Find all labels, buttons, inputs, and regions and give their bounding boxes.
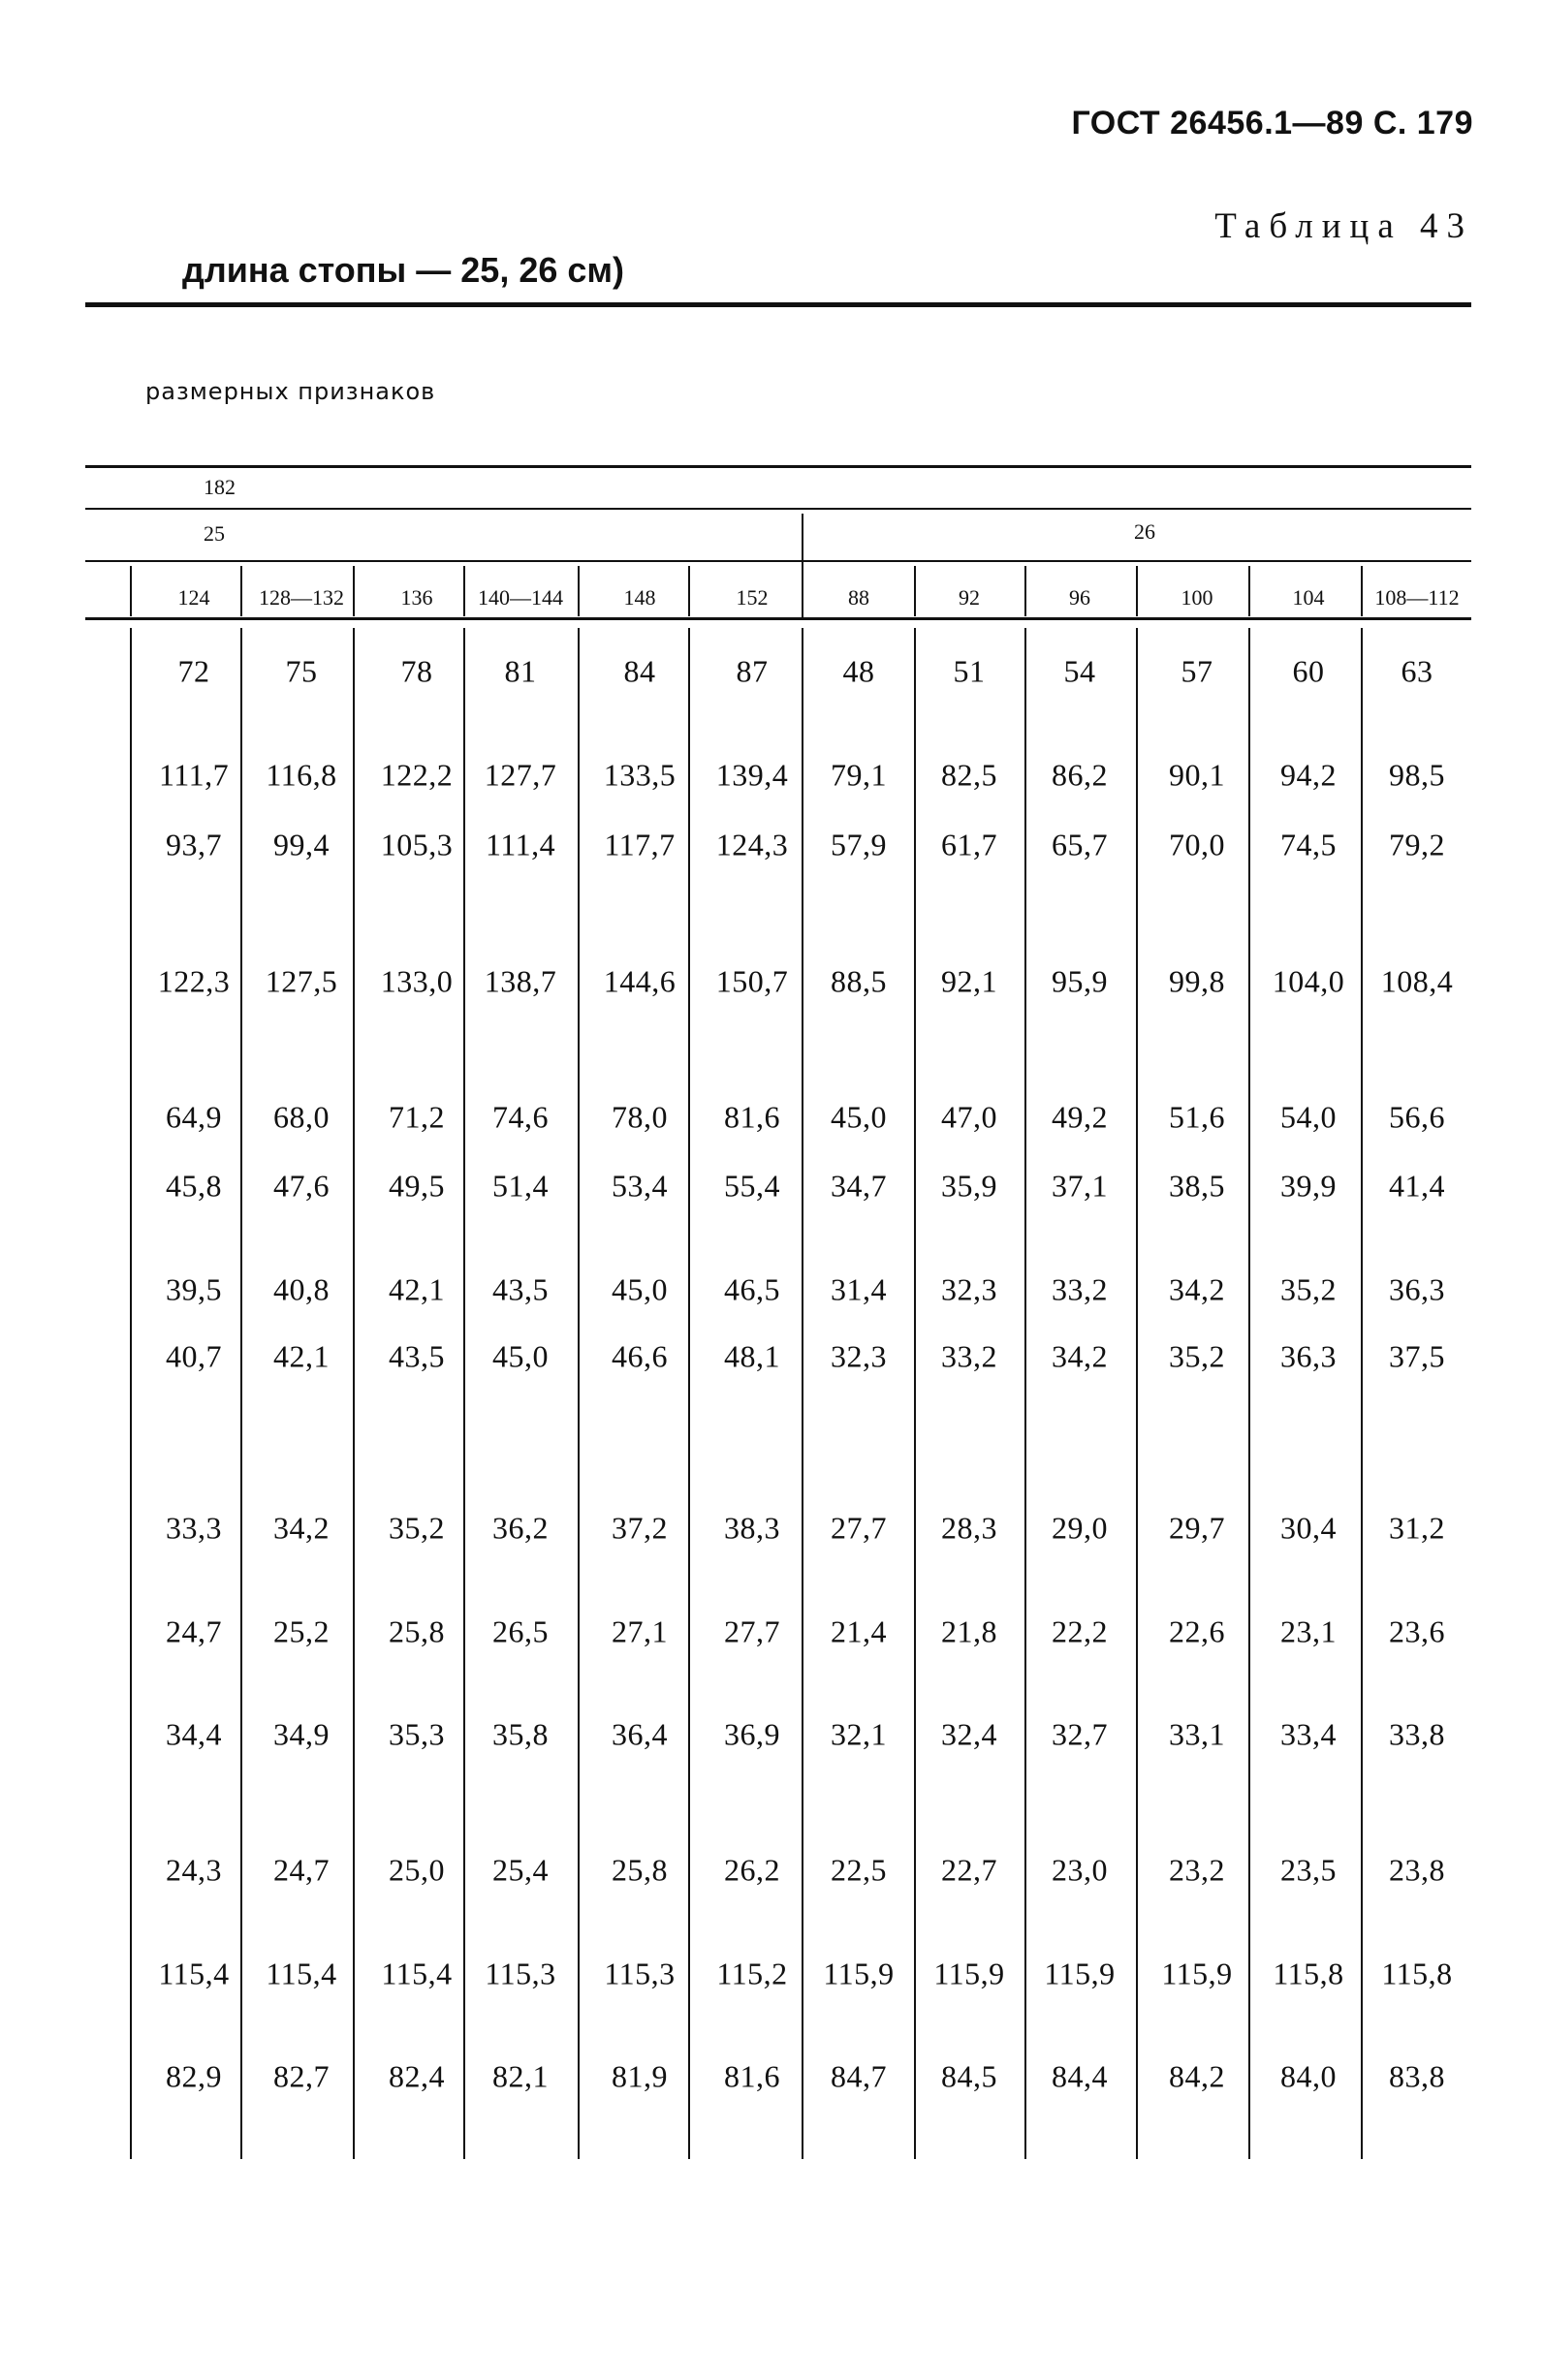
table-cell: 95,9 <box>1052 963 1108 999</box>
table-cell: 23,8 <box>1389 1852 1445 1888</box>
table-cell: 21,4 <box>831 1613 887 1649</box>
column-header-divider <box>1024 566 1026 616</box>
column-body-divider <box>1361 628 1363 2159</box>
table-cell: 82,9 <box>166 2058 222 2094</box>
table-cell: 139,4 <box>715 757 789 793</box>
table-cell: 33,1 <box>1169 1716 1225 1752</box>
table-cell: 46,6 <box>612 1338 668 1374</box>
table-cell: 98,5 <box>1389 757 1445 793</box>
table-cell: 55,4 <box>724 1168 780 1204</box>
table-cell: 86,2 <box>1052 757 1108 793</box>
table-cell: 64,9 <box>166 1099 222 1135</box>
table-cell: 70,0 <box>1169 827 1225 862</box>
table-subtitle: длина стопы — 25, 26 см) <box>182 250 625 290</box>
table-cell: 38,3 <box>724 1510 780 1546</box>
table-cell: 81,6 <box>724 2058 780 2094</box>
column-header-12: 108—112 <box>1374 585 1460 610</box>
table-cell: 88,5 <box>831 963 887 999</box>
column-body-divider <box>1248 628 1250 2159</box>
table-cell: 133,5 <box>603 757 677 793</box>
table-cell: 45,0 <box>831 1099 887 1135</box>
table-cell: 127,5 <box>265 963 338 999</box>
table-cell: 105,3 <box>380 827 454 862</box>
table-cell: 32,1 <box>831 1716 887 1752</box>
table-cell: 39,5 <box>166 1271 222 1307</box>
table-cell: 79,2 <box>1389 827 1445 862</box>
column-header-divider <box>914 566 916 616</box>
title-rule <box>85 302 1471 307</box>
table-cell: 115,3 <box>485 1956 556 1991</box>
table-cell: 53,4 <box>612 1168 668 1204</box>
height-group-label: 182 <box>204 475 236 499</box>
table-cell: 25,8 <box>612 1852 668 1888</box>
column-header-divider <box>578 566 580 616</box>
table-cell: 60 <box>1292 653 1325 689</box>
table-cell: 36,3 <box>1389 1271 1445 1307</box>
table-cell: 51,4 <box>492 1168 549 1204</box>
table-cell: 127,7 <box>484 757 557 793</box>
table-cell: 35,2 <box>389 1510 445 1546</box>
column-header-divider <box>353 566 355 616</box>
table-cell: 45,8 <box>166 1168 222 1204</box>
table-cell: 35,8 <box>492 1716 549 1752</box>
header-rule-height <box>85 508 1471 510</box>
table-cell: 75 <box>285 653 318 689</box>
table-cell: 24,3 <box>166 1852 222 1888</box>
column-header-11: 104 <box>1292 585 1325 610</box>
table-cell: 35,2 <box>1280 1271 1337 1307</box>
table-cell: 115,9 <box>1161 1956 1233 1991</box>
table-cell: 43,5 <box>389 1338 445 1374</box>
table-cell: 57,9 <box>831 827 887 862</box>
table-cell: 37,2 <box>612 1510 668 1546</box>
table-cell: 150,7 <box>715 963 789 999</box>
table-cell: 38,5 <box>1169 1168 1225 1204</box>
column-body-divider <box>1136 628 1138 2159</box>
table-cell: 81 <box>504 653 537 689</box>
table-cell: 31,2 <box>1389 1510 1445 1546</box>
column-body-divider <box>578 628 580 2159</box>
table-cell: 115,9 <box>933 1956 1005 1991</box>
column-body-divider <box>353 628 355 2159</box>
table-cell: 84,4 <box>1052 2058 1108 2094</box>
section-label: размерных признаков <box>145 378 436 405</box>
table-cell: 104,0 <box>1272 963 1345 999</box>
column-header-divider <box>1361 566 1363 616</box>
table-cell: 78,0 <box>612 1099 668 1135</box>
table-cell: 23,1 <box>1280 1613 1337 1649</box>
table-cell: 25,8 <box>389 1613 445 1649</box>
table-cell: 122,2 <box>380 757 454 793</box>
table-cell: 115,3 <box>604 1956 676 1991</box>
table-cell: 37,5 <box>1389 1338 1445 1374</box>
table-cell: 108,4 <box>1380 963 1454 999</box>
column-body-divider <box>240 628 242 2159</box>
table-cell: 54 <box>1063 653 1096 689</box>
table-cell: 78 <box>400 653 433 689</box>
table-cell: 21,8 <box>941 1613 997 1649</box>
table-cell: 42,1 <box>389 1271 445 1307</box>
column-header-divider <box>802 566 803 616</box>
table-cell: 32,3 <box>941 1271 997 1307</box>
table-cell: 90,1 <box>1169 757 1225 793</box>
table-cell: 61,7 <box>941 827 997 862</box>
table-cell: 74,5 <box>1280 827 1337 862</box>
table-cell: 34,2 <box>1052 1338 1108 1374</box>
table-cell: 33,2 <box>1052 1271 1108 1307</box>
table-cell: 22,2 <box>1052 1613 1108 1649</box>
table-cell: 115,9 <box>1044 1956 1116 1991</box>
table-cell: 22,5 <box>831 1852 887 1888</box>
table-cell: 115,8 <box>1273 1956 1344 1991</box>
table-cell: 74,6 <box>492 1099 549 1135</box>
table-cell: 23,2 <box>1169 1852 1225 1888</box>
table-cell: 99,4 <box>273 827 330 862</box>
header-rule-top <box>85 465 1471 468</box>
table-cell: 72 <box>177 653 210 689</box>
table-cell: 41,4 <box>1389 1168 1445 1204</box>
table-cell: 33,4 <box>1280 1716 1337 1752</box>
column-header-6: 152 <box>736 585 769 610</box>
table-cell: 46,5 <box>724 1271 780 1307</box>
column-body-divider <box>914 628 916 2159</box>
table-cell: 84,5 <box>941 2058 997 2094</box>
table-cell: 36,2 <box>492 1510 549 1546</box>
table-cell: 138,7 <box>484 963 557 999</box>
column-body-divider <box>688 628 690 2159</box>
column-header-4: 140—144 <box>478 585 563 610</box>
table-cell: 34,7 <box>831 1168 887 1204</box>
table-cell: 27,7 <box>831 1510 887 1546</box>
table-cell: 117,7 <box>604 827 676 862</box>
table-cell: 115,8 <box>1381 1956 1453 1991</box>
table-cell: 36,9 <box>724 1716 780 1752</box>
table-cell: 42,1 <box>273 1338 330 1374</box>
table-cell: 87 <box>736 653 769 689</box>
table-cell: 84 <box>623 653 656 689</box>
column-header-8: 92 <box>959 585 980 610</box>
table-cell: 40,7 <box>166 1338 222 1374</box>
table-cell: 115,4 <box>381 1956 453 1991</box>
table-cell: 40,8 <box>273 1271 330 1307</box>
column-body-divider <box>1024 628 1026 2159</box>
table-cell: 36,3 <box>1280 1338 1337 1374</box>
column-body-divider <box>130 628 132 2159</box>
column-header-7: 88 <box>848 585 869 610</box>
table-cell: 94,2 <box>1280 757 1337 793</box>
table-cell: 51,6 <box>1169 1099 1225 1135</box>
table-cell: 65,7 <box>1052 827 1108 862</box>
table-cell: 27,7 <box>724 1613 780 1649</box>
table-cell: 32,3 <box>831 1338 887 1374</box>
table-cell: 30,4 <box>1280 1510 1337 1546</box>
table-label: Таблица 43 <box>1214 206 1473 246</box>
table-cell: 84,7 <box>831 2058 887 2094</box>
column-body-divider <box>463 628 465 2159</box>
table-cell: 45,0 <box>492 1338 549 1374</box>
table-cell: 51 <box>953 653 986 689</box>
table-cell: 71,2 <box>389 1099 445 1135</box>
column-header-divider <box>463 566 465 616</box>
header-rule-size <box>85 617 1471 620</box>
table-cell: 124,3 <box>715 827 789 862</box>
table-cell: 35,9 <box>941 1168 997 1204</box>
table-cell: 25,0 <box>389 1852 445 1888</box>
column-header-5: 148 <box>623 585 656 610</box>
table-cell: 49,5 <box>389 1168 445 1204</box>
table-cell: 31,4 <box>831 1271 887 1307</box>
table-cell: 56,6 <box>1389 1099 1445 1135</box>
table-cell: 33,8 <box>1389 1716 1445 1752</box>
table-cell: 34,4 <box>166 1716 222 1752</box>
table-cell: 84,0 <box>1280 2058 1337 2094</box>
table-cell: 37,1 <box>1052 1168 1108 1204</box>
table-cell: 82,1 <box>492 2058 549 2094</box>
foot-length-group-a: 25 <box>204 521 225 546</box>
table-cell: 28,3 <box>941 1510 997 1546</box>
table-cell: 23,6 <box>1389 1613 1445 1649</box>
table-cell: 24,7 <box>166 1613 222 1649</box>
table-cell: 29,7 <box>1169 1510 1225 1546</box>
table-cell: 25,2 <box>273 1613 330 1649</box>
table-cell: 23,5 <box>1280 1852 1337 1888</box>
table-cell: 93,7 <box>166 827 222 862</box>
column-header-10: 100 <box>1181 585 1213 610</box>
table-cell: 82,7 <box>273 2058 330 2094</box>
column-header-3: 136 <box>400 585 433 610</box>
table-cell: 39,9 <box>1280 1168 1337 1204</box>
table-cell: 36,4 <box>612 1716 668 1752</box>
table-cell: 115,4 <box>158 1956 230 1991</box>
table-cell: 35,2 <box>1169 1338 1225 1374</box>
table-cell: 111,7 <box>158 757 230 793</box>
table-cell: 43,5 <box>492 1271 549 1307</box>
table-cell: 33,2 <box>941 1338 997 1374</box>
table-cell: 115,9 <box>823 1956 895 1991</box>
table-cell: 84,2 <box>1169 2058 1225 2094</box>
table-cell: 26,5 <box>492 1613 549 1649</box>
column-body-divider <box>802 628 803 2159</box>
column-header-divider <box>1136 566 1138 616</box>
table-cell: 24,7 <box>273 1852 330 1888</box>
table-cell: 144,6 <box>603 963 677 999</box>
table-cell: 68,0 <box>273 1099 330 1135</box>
column-header-9: 96 <box>1069 585 1090 610</box>
table-cell: 115,4 <box>266 1956 337 1991</box>
table-cell: 115,2 <box>716 1956 788 1991</box>
table-cell: 57 <box>1181 653 1213 689</box>
table-cell: 82,5 <box>941 757 997 793</box>
table-cell: 82,4 <box>389 2058 445 2094</box>
table-cell: 54,0 <box>1280 1099 1337 1135</box>
table-cell: 22,7 <box>941 1852 997 1888</box>
table-cell: 83,8 <box>1389 2058 1445 2094</box>
table-cell: 81,6 <box>724 1099 780 1135</box>
table-cell: 47,0 <box>941 1099 997 1135</box>
table-cell: 33,3 <box>166 1510 222 1546</box>
header-rule-foot-length <box>85 560 1471 562</box>
table-cell: 47,6 <box>273 1168 330 1204</box>
column-header-divider <box>130 566 132 616</box>
table-cell: 133,0 <box>380 963 454 999</box>
table-cell: 35,3 <box>389 1716 445 1752</box>
table-cell: 49,2 <box>1052 1099 1108 1135</box>
table-cell: 81,9 <box>612 2058 668 2094</box>
column-header-2: 128—132 <box>259 585 344 610</box>
column-header-divider <box>1248 566 1250 616</box>
table-cell: 45,0 <box>612 1271 668 1307</box>
table-cell: 32,7 <box>1052 1716 1108 1752</box>
table-cell: 92,1 <box>941 963 997 999</box>
page-header-standard: ГОСТ 26456.1—89 С. 179 <box>1071 105 1473 141</box>
table-cell: 48 <box>842 653 875 689</box>
table-cell: 34,9 <box>273 1716 330 1752</box>
table-cell: 32,4 <box>941 1716 997 1752</box>
table-cell: 79,1 <box>831 757 887 793</box>
foot-length-group-b: 26 <box>1134 519 1155 544</box>
table-cell: 99,8 <box>1169 963 1225 999</box>
table-cell: 48,1 <box>724 1338 780 1374</box>
table-cell: 34,2 <box>1169 1271 1225 1307</box>
table-cell: 26,2 <box>724 1852 780 1888</box>
column-header-divider <box>240 566 242 616</box>
table-cell: 116,8 <box>266 757 337 793</box>
table-cell: 22,6 <box>1169 1613 1225 1649</box>
table-cell: 63 <box>1401 653 1433 689</box>
table-cell: 122,3 <box>157 963 231 999</box>
table-cell: 25,4 <box>492 1852 549 1888</box>
table-cell: 34,2 <box>273 1510 330 1546</box>
table-cell: 29,0 <box>1052 1510 1108 1546</box>
column-header-divider <box>688 566 690 616</box>
table-cell: 111,4 <box>485 827 556 862</box>
table-cell: 27,1 <box>612 1613 668 1649</box>
column-header-1: 124 <box>177 585 210 610</box>
table-cell: 23,0 <box>1052 1852 1108 1888</box>
